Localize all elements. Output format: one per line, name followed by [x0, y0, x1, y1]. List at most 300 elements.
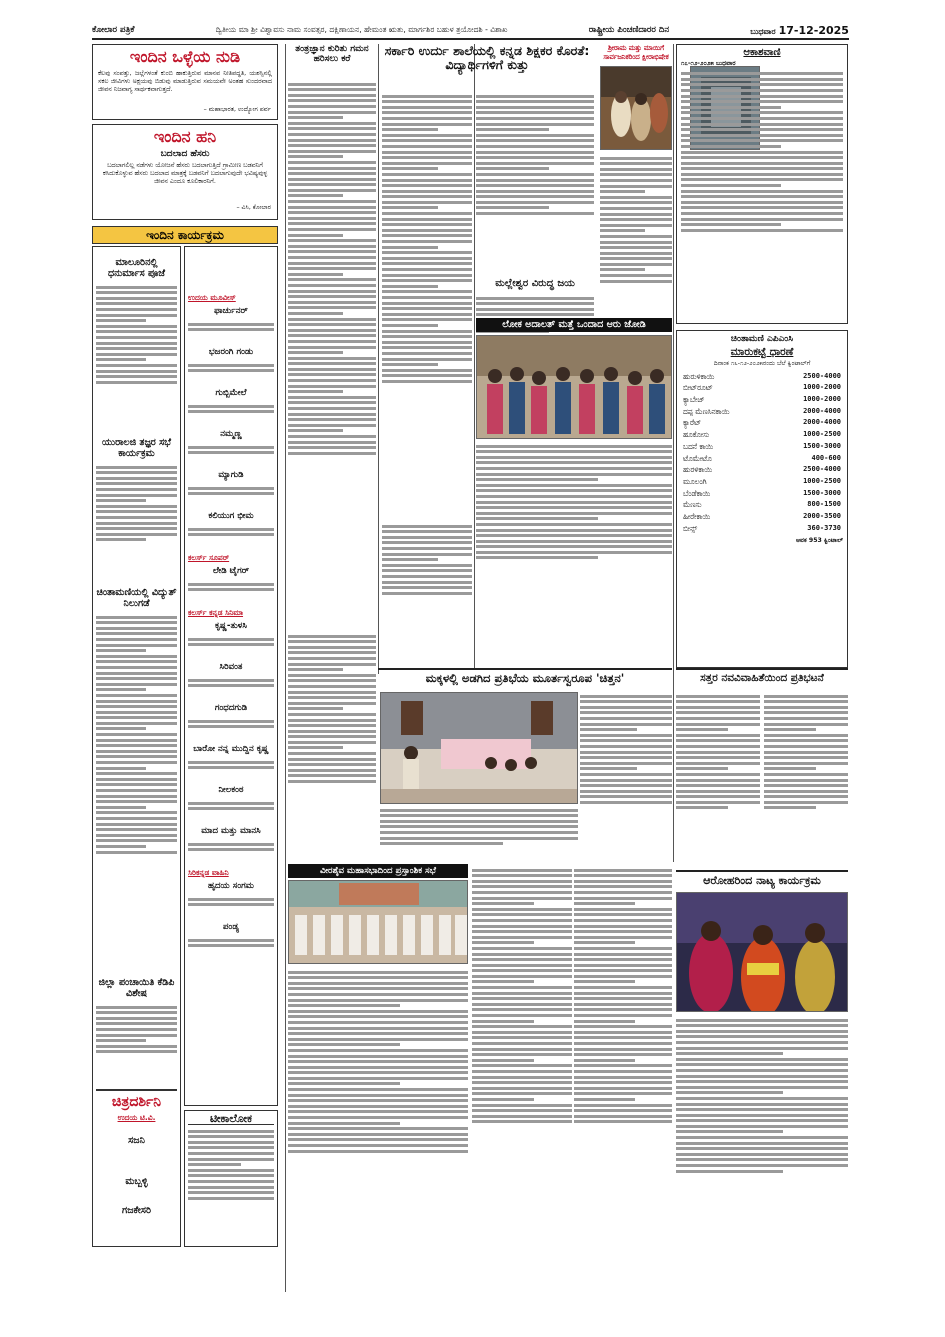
text-line: [382, 173, 472, 176]
text-line: [676, 711, 760, 714]
text-line: [476, 106, 594, 109]
text-line: [476, 461, 672, 464]
text-line: [288, 1110, 468, 1113]
tv-show: ಮ್ಯಾಗುಡಿ: [218, 470, 244, 480]
text-line: [96, 627, 177, 630]
market-price: 800-1500: [807, 500, 841, 509]
market-item: ಬೆಂಡೆಕಾಯಿ: [683, 488, 711, 498]
text-line: [600, 274, 672, 277]
text-line: [382, 257, 472, 260]
text-line: [288, 1116, 468, 1119]
text-line: [96, 806, 146, 809]
text-line: [288, 155, 343, 158]
text-line: [96, 644, 177, 647]
text-line: [472, 1036, 572, 1039]
text-line: [382, 358, 472, 361]
text-line: [382, 184, 472, 187]
text-line: [288, 323, 376, 326]
text-line: [574, 1109, 672, 1112]
text-line: [574, 885, 672, 888]
tv-show: ಭಜರಂಗಿ ಗಂಡು: [208, 347, 254, 357]
text-line: [574, 1014, 672, 1017]
market-price: 1000-2500: [803, 430, 841, 439]
text-line: [574, 1059, 635, 1062]
text-line: [764, 790, 848, 793]
text-line: [574, 986, 672, 989]
text-line: [288, 691, 376, 694]
text-line: [382, 229, 472, 232]
text-line: [764, 795, 848, 798]
text-line: [676, 734, 760, 737]
tv-show-list: [188, 621, 274, 864]
text-line: [96, 1039, 146, 1042]
thought-source: – ಮಹಾಭಾರತ, ಉದ್ಯೋಗ ಪರ್ವ: [203, 106, 271, 113]
text-line: [476, 467, 672, 470]
tv-show: ಸಿರಿವಂತ: [219, 662, 243, 672]
text-line: [600, 268, 645, 271]
text-line: [574, 936, 672, 939]
text-line: [476, 540, 672, 543]
text-line: [580, 767, 637, 770]
text-line: [288, 290, 376, 293]
text-line: [382, 167, 438, 170]
text-line: [472, 947, 572, 950]
text-line: [676, 1086, 848, 1089]
drop-box: [92, 124, 278, 220]
text-line: [382, 111, 472, 114]
text-line: [382, 262, 472, 265]
program-item-title: ಮಾಲೂರಿನಲ್ಲಿ ಧನುರ್ಮಾಸ ಪೂಜೆ: [107, 257, 166, 279]
market-row: [681, 464, 843, 476]
text-line: [288, 105, 376, 108]
text-line: [681, 72, 843, 75]
text-line: [382, 156, 472, 159]
text-line: [96, 727, 146, 730]
story-6-headline: ಆರೋಹರಿಂದ ನಾಟ್ಯ ಕಾರ್ಯಕ್ರಮ: [703, 874, 821, 887]
tv-channel: ಕಲರ್ಸ್ ಕನ್ನಡ ಸಿನಿಮಾ: [188, 608, 244, 617]
text-line: [764, 806, 816, 809]
text-line: [676, 1080, 848, 1083]
tv-show: ಪಂಡ್ಯ: [223, 922, 239, 932]
text-line: [96, 466, 177, 469]
text-line: [288, 1133, 468, 1136]
text-line: [382, 558, 438, 561]
market-row: [681, 382, 843, 394]
text-line: [382, 564, 472, 567]
text-line: [472, 908, 572, 911]
text-line: [96, 516, 177, 519]
text-line: [288, 752, 376, 755]
text-line: [288, 668, 343, 671]
program-banner: ಇಂದಿನ ಕಾರ್ಯಕ್ರಮ: [92, 226, 278, 244]
market-item: ದಪ್ಪ ಮೆಣಸಿನಕಾಯಿ: [683, 406, 730, 416]
text-line: [580, 779, 672, 782]
text-line: [472, 874, 572, 877]
text-line: [380, 825, 578, 828]
text-line: [382, 536, 472, 539]
text-line: [188, 720, 274, 723]
text-line: [288, 267, 376, 270]
text-line: [382, 341, 472, 344]
text-line: [574, 947, 672, 950]
text-line: [472, 1076, 572, 1079]
tv-show: ನೀಲಕಂಠ: [218, 785, 244, 795]
headline-1: [382, 44, 592, 88]
text-line: [472, 913, 572, 916]
market-subtitle: ಮಾರುಕಟ್ಟೆ ಧಾರಣೆ: [730, 346, 794, 358]
text-line: [382, 530, 472, 533]
text-line: [288, 329, 376, 332]
akashvani-lead: ೧೭-೧೨-೨೦೨೫ ಬುಧವಾರ: [681, 60, 736, 67]
text-line: [476, 156, 594, 159]
text-line: [288, 1032, 468, 1035]
text-line: [382, 190, 472, 193]
text-line: [472, 1020, 534, 1023]
tv-show-text: [188, 402, 274, 426]
text-line: [188, 487, 274, 490]
text-line: [472, 1003, 572, 1006]
dance-photo: [676, 892, 848, 1012]
text-line: [676, 1069, 848, 1072]
text-line: [676, 1136, 848, 1139]
text-line: [574, 897, 672, 900]
market-item: ಮೂಲಂಗಿ: [683, 476, 707, 486]
akashvani-title: ಆಕಾಶವಾಣಿ: [743, 47, 781, 58]
text-line: [188, 451, 274, 454]
text-line: [96, 778, 177, 781]
text-line: [288, 396, 376, 399]
text-line: [288, 250, 376, 253]
market-row: [681, 371, 843, 383]
text-line: [681, 218, 843, 221]
text-line: [574, 869, 672, 872]
text-line: [382, 285, 438, 288]
text-line: [676, 1125, 848, 1128]
text-line: [472, 919, 572, 922]
tv-show-list: [188, 306, 274, 549]
text-line: [288, 1127, 468, 1130]
text-line: [764, 723, 848, 726]
text-line: [574, 980, 635, 983]
text-line: [288, 306, 376, 309]
text-line: [382, 274, 472, 277]
text-line: [96, 1022, 177, 1025]
text-line: [676, 1097, 848, 1100]
text-line: [288, 971, 468, 974]
tv-channel: ಉದಯ ಮೂವೀಸ್: [188, 293, 236, 302]
text-line: [188, 802, 274, 805]
tv-show-text: [188, 525, 274, 549]
text-line: [580, 762, 672, 765]
text-line: [472, 941, 534, 944]
market-row: [681, 453, 843, 465]
text-line: [764, 706, 848, 709]
text-line: [382, 324, 438, 327]
text-line: [676, 706, 760, 709]
text-line: [96, 1017, 177, 1020]
text-line: [574, 891, 672, 894]
text-line: [188, 807, 274, 810]
text-line: [288, 390, 343, 393]
text-line: [580, 700, 672, 703]
text-line: [96, 302, 177, 305]
kicker-1: [288, 44, 376, 80]
tippani-text: [188, 1127, 274, 1239]
text-line: [574, 1104, 672, 1107]
tv-show: ಮಾದ ಮತ್ತು ಮಾನಸಿ: [201, 826, 261, 836]
text-line: [188, 903, 274, 906]
film-title: ಚಿತ್ರದರ್ಶಿನಿ: [111, 1094, 162, 1110]
text-line: [96, 705, 177, 708]
text-line: [472, 953, 572, 956]
text-line: [382, 179, 472, 182]
text-line: [676, 790, 760, 793]
text-line: [600, 252, 672, 255]
text-line: [476, 484, 672, 487]
text-line: [676, 1052, 783, 1055]
text-line: [288, 194, 343, 197]
text-line: [382, 296, 472, 299]
market-item: ಹುರಳಿಕಾಯಿ: [683, 465, 712, 475]
text-line: [382, 162, 472, 165]
text-line: [574, 1120, 672, 1123]
text-line: [681, 184, 781, 187]
tv-show: ಕಲಿಯುಗ ಭೀಮ: [208, 511, 254, 521]
date-group: [750, 24, 849, 37]
text-line: [382, 335, 472, 338]
market-price: 2500-4000: [803, 465, 841, 474]
text-line: [96, 683, 177, 686]
story-1-col-c: [476, 92, 594, 277]
text-line: [580, 756, 672, 759]
text-line: [472, 1104, 572, 1107]
story-2-col: [288, 632, 376, 860]
text-line: [574, 1053, 672, 1056]
text-line: [288, 1043, 400, 1046]
text-line: [96, 533, 177, 536]
text-line: [288, 730, 376, 733]
text-line: [681, 100, 843, 103]
text-line: [676, 1170, 783, 1173]
text-line: [472, 891, 572, 894]
text-line: [764, 762, 848, 765]
tippani-box: [184, 1110, 278, 1247]
market-box: [676, 330, 848, 668]
text-line: [96, 325, 177, 328]
tippani-title: ಟೀಕಾಲೋಕ: [188, 1113, 274, 1125]
text-line: [96, 739, 177, 742]
text-line: [382, 547, 472, 550]
text-line: [96, 655, 177, 658]
text-line: [476, 302, 594, 305]
text-line: [580, 801, 672, 804]
text-line: [472, 964, 572, 967]
market-price: 2000-4000: [803, 406, 841, 415]
text-line: [382, 201, 472, 204]
text-line: [288, 780, 376, 783]
text-line: [96, 364, 177, 367]
text-line: [188, 848, 274, 851]
text-line: [681, 212, 843, 215]
text-line: [382, 123, 472, 126]
text-line: [676, 1019, 848, 1022]
text-line: [96, 851, 177, 854]
text-line: [472, 997, 572, 1000]
text-line: [96, 716, 177, 719]
text-line: [288, 435, 376, 438]
text-line: [574, 1064, 672, 1067]
sub-victory: [476, 278, 594, 292]
text-line: [600, 173, 672, 176]
text-line: [472, 1053, 572, 1056]
text-line: [676, 1114, 848, 1117]
weekday: ಬುಧವಾರ: [750, 26, 776, 36]
text-line: [188, 328, 274, 331]
tv-show-text: [188, 895, 274, 919]
text-line: [288, 217, 376, 220]
text-line: [574, 919, 672, 922]
text-line: [288, 1010, 468, 1013]
text-line: [288, 357, 376, 360]
text-line: [676, 1103, 848, 1106]
text-line: [288, 746, 343, 749]
text-line: [288, 1138, 468, 1141]
text-line: [681, 173, 843, 176]
market-price: 400-600: [811, 453, 841, 462]
film-section: [96, 1089, 177, 1216]
text-line: [574, 1020, 635, 1023]
drop-text: ಬದಲಾಗಲಿಲ್ಲ ನಡೆಗಳು ಯೋಜನೆ ಹೆಸರು ಬದಲಾಗುತ್ತಿದೆ ಗ್ರಾಮೀಣ ಬಡವನಿಗೆ ಕಸಿದುಕೊಳ್ಳುವ ಹೆಸರು ಬದಲಾದ ಮಾತ್ರಕ್ಕೆ ಬಡವನಿಗೆ ಬದಲಾಗುವುದೇ ಭವಿಷ್ಯವುಳ್ಳ ಜೀವನ ಎಂದೂ ಕೂಲಿಕಾರನಿಗೆ.: [102, 161, 268, 186]
text-line: [472, 1109, 572, 1112]
text-line: [288, 211, 376, 214]
text-line: [288, 133, 376, 136]
text-line: [574, 1087, 672, 1090]
market-row: [681, 417, 843, 429]
text-line: [288, 1099, 468, 1102]
text-line: [574, 958, 672, 961]
story-1-col-e: [382, 522, 472, 630]
text-line: [472, 958, 572, 961]
market-footer: ಆವಕ 953 ಕ್ವಿಂಟಾಲ್: [795, 537, 843, 545]
text-line: [96, 375, 177, 378]
text-line: [382, 541, 472, 544]
column-rule: [474, 44, 475, 669]
text-line: [288, 385, 376, 388]
text-line: [600, 229, 645, 232]
market-item: ಹುರುಳಿಕಾಯಿ: [683, 371, 715, 381]
text-line: [188, 725, 274, 728]
market-price: 2000-4000: [803, 418, 841, 427]
text-line: [574, 1092, 672, 1095]
tv-show-text: [188, 936, 274, 960]
text-line: [96, 700, 177, 703]
text-line: [382, 212, 472, 215]
market-row: [681, 511, 843, 523]
drop-subtitle: ಬದಲಾದ ಹೆಸರು: [160, 149, 210, 159]
lok-adalat-photo: [476, 335, 672, 439]
text-line: [764, 695, 848, 698]
text-line: [382, 268, 472, 271]
text-line: [472, 1031, 572, 1034]
date: 17-12-2025: [778, 23, 849, 37]
text-line: [288, 646, 376, 649]
text-line: [472, 936, 572, 939]
story-6-text: [676, 1016, 848, 1246]
text-line: [288, 262, 376, 265]
text-line: [96, 488, 177, 491]
text-line: [472, 1070, 572, 1073]
text-line: [96, 353, 177, 356]
text-line: [96, 471, 177, 474]
text-line: [288, 99, 376, 102]
text-line: [380, 837, 578, 840]
film-movie: ಸಜನಿ: [128, 1135, 145, 1146]
text-line: [96, 330, 177, 333]
tv-show-text: [188, 320, 274, 344]
text-line: [681, 145, 781, 148]
text-line: [600, 157, 672, 160]
text-line: [96, 767, 146, 770]
text-line: [288, 1082, 400, 1085]
text-line: [288, 88, 376, 91]
text-line: [96, 314, 177, 317]
text-line: [188, 410, 274, 413]
text-line: [600, 196, 672, 199]
text-line: [472, 1008, 572, 1011]
text-line: [382, 279, 472, 282]
text-line: [574, 880, 672, 883]
tv-show-text: [188, 840, 274, 864]
text-line: [288, 1071, 468, 1074]
text-line: [288, 1066, 468, 1069]
text-line: [600, 224, 672, 227]
text-line: [96, 1034, 177, 1037]
text-line: [382, 575, 472, 578]
veerashaiva-photo-image: [289, 881, 468, 964]
text-line: [476, 139, 594, 142]
text-line: [288, 1055, 468, 1058]
text-line: [188, 1158, 274, 1161]
text-line: [382, 134, 472, 137]
text-line: [476, 111, 594, 114]
thought-box: [92, 44, 278, 120]
text-line: [288, 239, 376, 242]
film-channel: ಉದಯ ಟಿ.ವಿ.: [117, 1113, 156, 1122]
market-price: 1000-2500: [803, 476, 841, 485]
market-item: ಹೂಕೋಸು: [683, 430, 710, 440]
text-line: [676, 756, 760, 759]
text-line: [188, 898, 274, 901]
text-line: [188, 1152, 274, 1155]
story-3-col-d: [574, 866, 672, 1246]
text-line: [382, 374, 472, 377]
text-line: [288, 312, 343, 315]
text-line: [288, 150, 376, 153]
text-line: [188, 643, 274, 646]
text-line: [676, 1142, 848, 1145]
tv-show-text: [188, 635, 274, 659]
text-line: [188, 1130, 274, 1133]
text-line: [288, 334, 376, 337]
text-line: [676, 1063, 848, 1066]
story-3-head: [378, 668, 672, 688]
story-3-headline: ಮಕ್ಕಳಲ್ಲಿ ಅಡಗಿದ ಪ್ರತಿಭೆಯ ಮೂರ್ತಸ್ವರೂಪ 'ಚಿತ್ತನ': [425, 671, 625, 685]
text-line: [96, 538, 146, 541]
text-line: [188, 843, 274, 846]
text-line: [580, 745, 672, 748]
text-line: [382, 586, 472, 589]
text-line: [476, 450, 672, 453]
